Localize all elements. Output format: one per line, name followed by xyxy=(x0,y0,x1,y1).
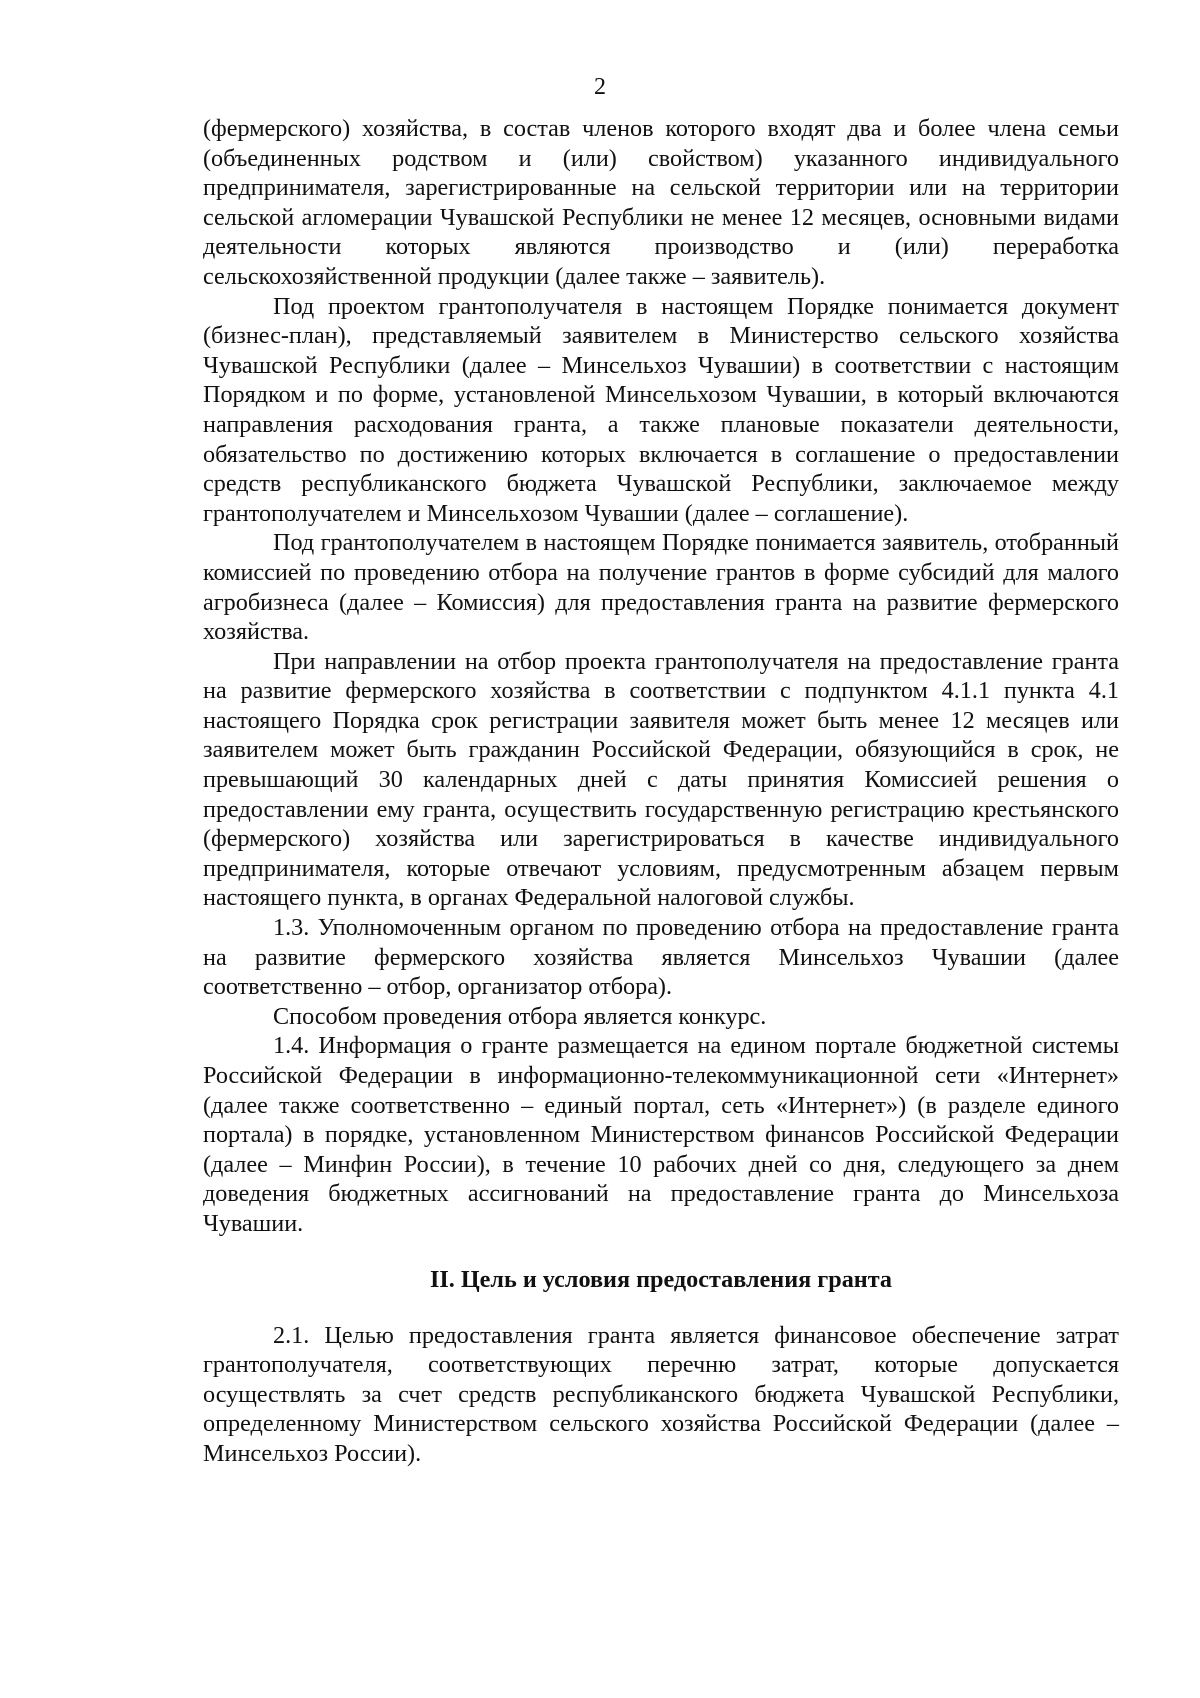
paragraph-project-definition: Под проектом грантополучателя в настоящем Порядке понимается документ (бизнес-план), представляемый заявителем в Министерство сельского хозяйства Чувашской Республики (далее – Минсельхоз Чувашии) в соответствии с настоящим Порядком и по форме, установленой Минсельхозом Чувашии, в который включаются направления расходования гранта, а также плановые показатели деятельности, обязательство по достижению которых включается в соглашение о предоставлении средств республиканского бюджета Чувашской Республики, заключаемое между грантополучателем и Минсельхозом Чувашии (далее – соглашение). xyxy=(203,292,1119,527)
paragraph-continuation: (фермерского) хозяйства, в состав членов которого входят два и более члена семьи (объединенных родством и (или) свойством) указанного индивидуального предпринимателя, зарегистрированные на сельской территории или на территории сельской агломерации Чувашской Республики не менее 12 месяцев, основными видами деятельности которых являются производство и (или) переработка сельскохозяйственной продукции (далее также – заявитель). xyxy=(203,115,1119,290)
document-body xyxy=(203,114,1119,1469)
paragraph-1-3: 1.3. Уполномоченным органом по проведению отбора на предоставление гранта на развитие фермерского хозяйства является Минсельхоз Чувашии (далее соответственно – отбор, организатор отбора). xyxy=(203,914,1119,1001)
page-number: 2 xyxy=(594,74,606,100)
paragraph-2-1: 2.1. Целью предоставления гранта является финансовое обеспечение затрат грантополучателя, соответствующих перечню затрат, которые допускается осуществлять за счет средств республиканского бюджета Чувашской Республики, определенному Министерством сельского хозяйства Российской Федерации (далее – Минсельхоз России). xyxy=(203,1321,1119,1467)
paragraph-grantee-definition: Под грантополучателем в настоящем Порядке понимается заявитель, отобранный комиссией по проведению отбора на получение грантов в форме субсидий для малого агробизнеса (далее – Комиссия) для предоставления гранта на развитие фермерского хозяйства. xyxy=(203,529,1119,646)
paragraph-registration-terms: При направлении на отбор проекта грантополучателя на предоставление гранта на развитие фермерского хозяйства в соответствии с подпунктом 4.1.1 пункта 4.1 настоящего Порядка срок регистрации заявителя может быть менее 12 месяцев или заявителем может быть гражданин Российской Федерации, обязующийся в срок, не превышающий 30 календарных дней с даты принятия Комиссией решения о предоставлении ему гранта, осуществить государственную регистрацию крестьянского (фермерского) хозяйства или зарегистрироваться в качестве индивидуального предпринимателя, которые отвечают условиям, предусмотренным абзацем первым настоящего пункта, в органах Федеральной налоговой службы. xyxy=(203,647,1119,912)
paragraph-selection-method: Способом проведения отбора является конкурс. xyxy=(273,1002,767,1030)
paragraph-1-4: 1.4. Информация о гранте размещается на едином портале бюджетной системы Российской Федерации в информационно-телекоммуникационной сети «Интернет» (далее также соответственно – единый портал, сеть «Интернет») (в разделе единого портала) в порядке, установленном Министерством финансов Российской Федерации (далее – Минфин России), в течение 10 рабочих дней со дня, следующего за днем доведения бюджетных ассигнований на предоставление гранта до Минсельхоза Чувашии. xyxy=(203,1032,1119,1237)
section-heading: II. Цель и условия предоставления гранта xyxy=(429,1265,893,1293)
